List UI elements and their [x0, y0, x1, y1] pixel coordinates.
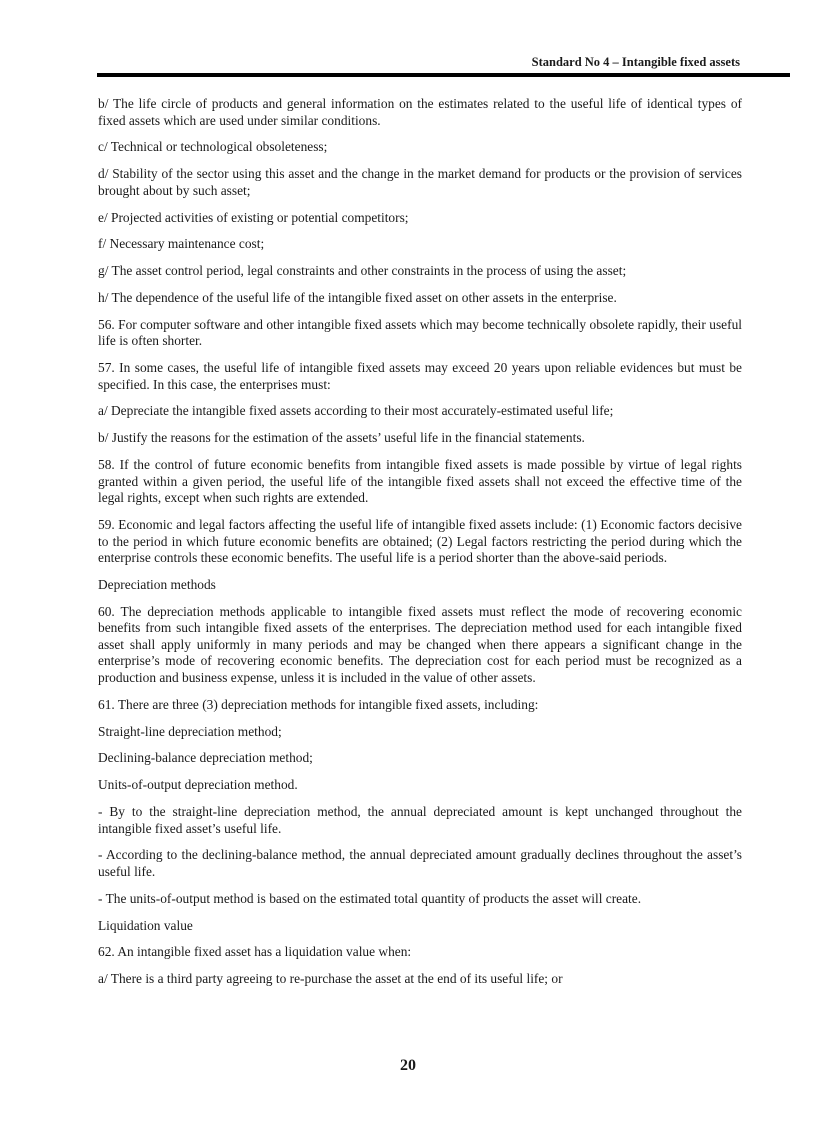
paragraph: 60. The depreciation methods applicable to intangible fixed assets must reflect the mode of recovering economic benefits from such intangible fixed assets of the enterprises. The depreciation method used for each intangible fixed asset shall apply uniformly in many periods and may be changed when there appears a significant change in the enterprise’s mode of recovering economic benefits. The depreciation cost for each period must be recognized as a production and business expense, unless it is included in the value of other assets.	[98, 603, 742, 686]
paragraph: 62. An intangible fixed asset has a liquidation value when:	[98, 944, 412, 960]
paragraph: b/ Justify the reasons for the estimation of the assets’ useful life in the financial statements.	[98, 430, 585, 446]
paragraph: h/ The dependence of the useful life of the intangible fixed asset on other assets in the enterprise.	[98, 289, 617, 305]
paragraph: 58. If the control of future economic benefits from intangible fixed assets is made possible by virtue of legal rights granted within a given period, the useful life of the intangible fixed assets shall not exceed the effective time of the legal rights, except when such rights are extended.	[98, 456, 742, 506]
paragraph: 61. There are three (3) depreciation methods for intangible fixed assets, including:	[98, 696, 539, 712]
section-heading: Liquidation value	[98, 917, 193, 933]
section-heading: Depreciation methods	[98, 576, 216, 592]
paragraph: c/ Technical or technological obsoleteness;	[98, 139, 328, 155]
paragraph: d/ Stability of the sector using this asset and the change in the market demand for products or the provision of services brought about by such asset;	[98, 166, 742, 198]
header-title: Standard No 4 – Intangible fixed assets	[531, 55, 740, 69]
paragraph: 59. Economic and legal factors affecting the useful life of intangible fixed assets include: (1) Economic factors decisive to the period in which future economic benefits are obtained; (2) Legal factors restricting the period during which the enterprise controls these economic benefits. The useful life is a period shorter than the above-said periods.	[98, 516, 742, 566]
paragraph: 56. For computer software and other intangible fixed assets which may become technically obsolete rapidly, their useful life is often shorter.	[98, 316, 742, 349]
paragraph: - According to the declining-balance method, the annual depreciated amount gradually declines throughout the asset’s useful life.	[98, 847, 742, 879]
paragraph: b/ The life circle of products and general information on the estimates related to the useful life of identical types of fixed assets which are used under similar conditions.	[98, 96, 742, 128]
paragraph: - By to the straight-line depreciation method, the annual depreciated amount is kept unchanged throughout the intangible fixed asset’s useful life.	[98, 803, 742, 836]
paragraph: f/ Necessary maintenance cost;	[98, 236, 265, 252]
page-body	[98, 96, 742, 998]
list-item: Declining-balance depreciation method;	[98, 750, 313, 766]
paragraph: a/ There is a third party agreeing to re-purchase the asset at the end of its useful life; or	[98, 971, 563, 987]
paragraph: a/ Depreciate the intangible fixed assets according to their most accurately-estimated useful life;	[98, 403, 614, 419]
paragraph: 57. In some cases, the useful life of intangible fixed assets may exceed 20 years upon reliable evidences but must be specified. In this case, the enterprises must:	[98, 360, 742, 392]
paragraph: e/ Projected activities of existing or potential competitors;	[98, 209, 409, 225]
paragraph: g/ The asset control period, legal constraints and other constraints in the process of using the asset;	[98, 263, 627, 279]
paragraph: - The units-of-output method is based on the estimated total quantity of products the asset will create.	[98, 890, 642, 906]
header-rule	[97, 73, 790, 77]
list-item: Straight-line depreciation method;	[98, 723, 282, 739]
list-item: Units-of-output depreciation method.	[98, 777, 298, 793]
page-number: 20	[400, 1057, 416, 1074]
